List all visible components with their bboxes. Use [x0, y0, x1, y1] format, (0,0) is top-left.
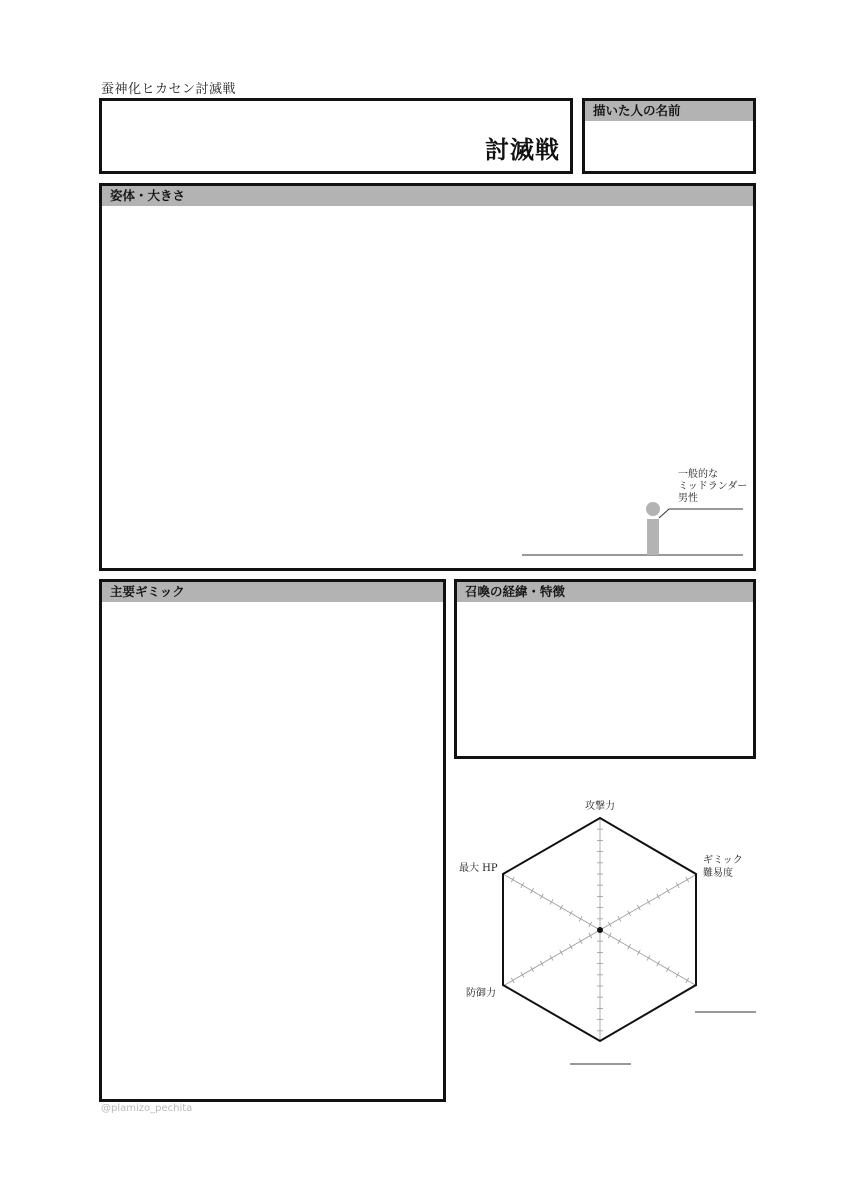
radar-tick: [666, 888, 669, 893]
reference-head: [646, 502, 660, 516]
radar-tick: [511, 877, 514, 882]
radar-tick: [540, 894, 543, 899]
reference-label-line: ミッドランダー: [678, 481, 748, 492]
reference-leader-line: [659, 509, 743, 518]
radar-tick: [618, 916, 621, 921]
radar-tick: [589, 933, 592, 938]
radar-tick: [647, 955, 650, 960]
radar-tick: [608, 922, 611, 927]
reference-label: [678, 469, 747, 505]
radar-tick: [531, 888, 534, 893]
radar-tick: [579, 939, 582, 944]
summon-background-header: 召喚の経緯・特徴: [457, 582, 753, 602]
battle-title-label: 討滅戦: [485, 136, 560, 164]
radar-tick: [589, 922, 592, 927]
author-name-header: 描いた人の名前: [585, 101, 753, 121]
radar-tick: [676, 883, 679, 888]
radar-tick: [560, 950, 563, 955]
main-gimmick-panel[interactable]: [99, 579, 446, 1102]
form-size-header: 姿体・大きさ: [102, 186, 753, 206]
reference-label-line: 男性: [678, 493, 698, 504]
radar-tick: [676, 972, 679, 977]
radar-tick: [550, 899, 553, 904]
radar-axis-label-upper-right: ギミック: [703, 855, 743, 866]
radar-tick: [686, 877, 689, 882]
radar-chart: [440, 790, 770, 1080]
radar-axis-label-upper-right: 難易度: [703, 868, 733, 879]
radar-tick: [579, 916, 582, 921]
size-reference-figure: [102, 209, 753, 571]
radar-tick: [647, 899, 650, 904]
summon-background-panel[interactable]: [454, 579, 756, 759]
radar-tick: [608, 933, 611, 938]
radar-tick: [618, 939, 621, 944]
radar-tick: [628, 911, 631, 916]
credit: @plamizo_pechita: [101, 1103, 193, 1114]
author-name-panel[interactable]: [582, 98, 756, 174]
radar-axis-label-lower-left: 防御力: [466, 988, 496, 999]
radar-center: [597, 927, 603, 933]
radar-tick: [666, 967, 669, 972]
radar-tick: [637, 905, 640, 910]
radar-axis-label-upper-left: 最大 HP: [459, 863, 498, 874]
reference-label-line: 一般的な: [678, 469, 718, 480]
radar-tick: [637, 950, 640, 955]
radar-tick: [540, 961, 543, 966]
battle-title-panel[interactable]: [99, 98, 573, 174]
radar-tick: [521, 972, 524, 977]
radar-tick: [560, 905, 563, 910]
radar-tick: [531, 967, 534, 972]
radar-tick: [569, 944, 572, 949]
radar-tick: [657, 961, 660, 966]
radar-tick: [550, 955, 553, 960]
radar-tick: [628, 944, 631, 949]
radar-tick: [569, 911, 572, 916]
document-title: 蚕神化ヒカセン討滅戦: [101, 82, 237, 97]
main-gimmick-header: 主要ギミック: [102, 582, 443, 602]
radar-tick: [511, 978, 514, 983]
radar-axis-label-top: 攻撃力: [585, 801, 615, 812]
radar-tick: [657, 894, 660, 899]
form-size-panel[interactable]: [99, 183, 756, 571]
radar-tick: [521, 883, 524, 888]
radar-tick: [686, 978, 689, 983]
reference-body: [647, 519, 659, 555]
